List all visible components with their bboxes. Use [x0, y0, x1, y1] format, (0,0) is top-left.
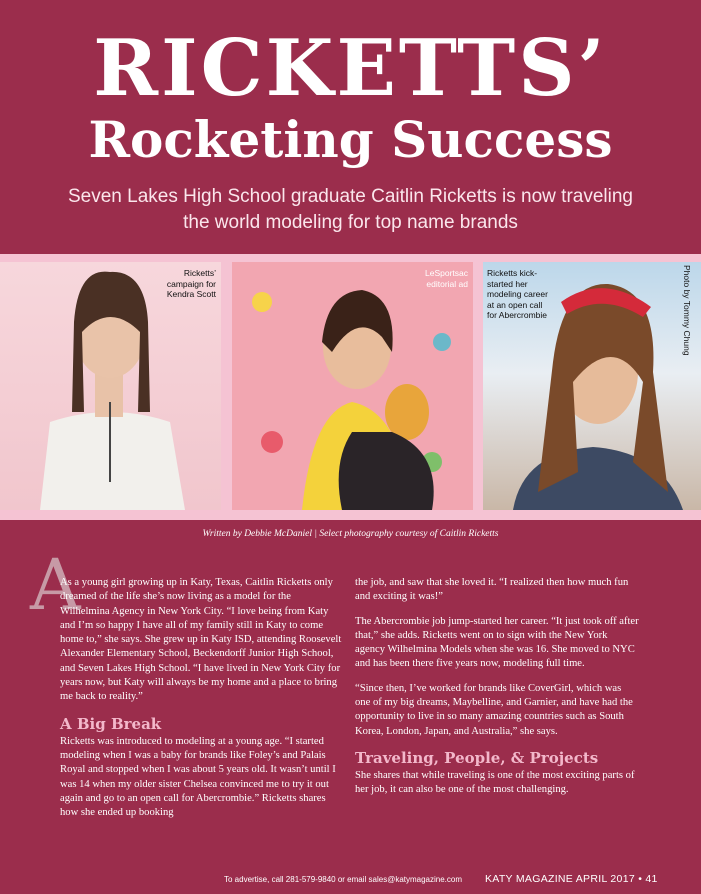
photo-caption-2: LeSportsac editorial ad	[425, 268, 468, 289]
paragraph-5: “Since then, I’ve worked for brands like CoverGirl, which was one of my big dreams, Maybelline, and Garnier, and have had the opportunity to live in so many amazing countries such as South Korea, London, Japan, and Australia,” she says.	[355, 682, 633, 737]
page-title: RICKETTS’	[93, 23, 608, 114]
footer-advertise: To advertise, call 281-579-9840 or email sales@katymagazine.com	[224, 875, 463, 884]
photo-lesportsac	[232, 262, 473, 510]
paragraph-4: The Abercrombie job jump-started her career. “It just took off after that,” she adds. Ricketts went on to sign with the New York agency Wilhelmina Models when she was 16. She moved to NYC and has been there five years now, modeling full time.	[355, 615, 639, 670]
paragraph-2: Ricketts was introduced to modeling at a young age. “I started modeling when I was a baby for brands like Foley’s and Palais Royal and stopped when I was about 5 years old. It wasn’t until I was 14 when my older sister Chelsea convinced me to try it out again and go to an open call for Abercrombie.” Ricketts shares how she ended up booking	[60, 735, 336, 819]
drop-cap: A	[30, 544, 81, 626]
photo-caption-3: Ricketts kick-started her modeling career at an open call for Abercrombie	[487, 268, 548, 320]
section-heading-traveling: Traveling, People, & Projects	[355, 748, 599, 767]
photo-caption-1: Ricketts’ campaign for Kendra Scott	[166, 268, 216, 299]
page-subtitle-title: Rocketing Success	[88, 110, 613, 169]
paragraph-6: She shares that while traveling is one of the most exciting parts of her job, it can also be one of the most challenging.	[355, 769, 635, 796]
paragraph-1: As a young girl growing up in Katy, Texas, Caitlin Ricketts only dreamed of the life she’s now living as a model for the Wilhelmina Agency in New York City. “I love being from Katy and I’m so happy I have all of my family still in Katy to come home to,” she says. She grew up in Katy ISD, attending Roosevelt Alexander Elementary School, Beckendorff Junior High School, and Seven Lakes High School. “I have lived in New York City for years now, but Katy will always be my home and a place to bring me back to reality.”	[60, 577, 342, 703]
deck-subtitle: Seven Lakes High School graduate Caitlin Ricketts is now traveling the world modeling for top name brands	[67, 186, 634, 233]
article-column-right	[355, 576, 639, 808]
footer-folio: KATY MAGAZINE APRIL 2017 • 41	[485, 873, 658, 885]
byline: Written by Debbie McDaniel | Select photography courtesy of Caitlin Ricketts	[202, 529, 499, 539]
photo-credit: Photo by Tommy Chung	[682, 265, 692, 356]
section-heading-big-break: A Big Break	[60, 714, 162, 733]
article-column-left	[60, 576, 342, 830]
paragraph-3: the job, and saw that she loved it. “I realized then how much fun and exciting it was!”	[355, 577, 629, 603]
